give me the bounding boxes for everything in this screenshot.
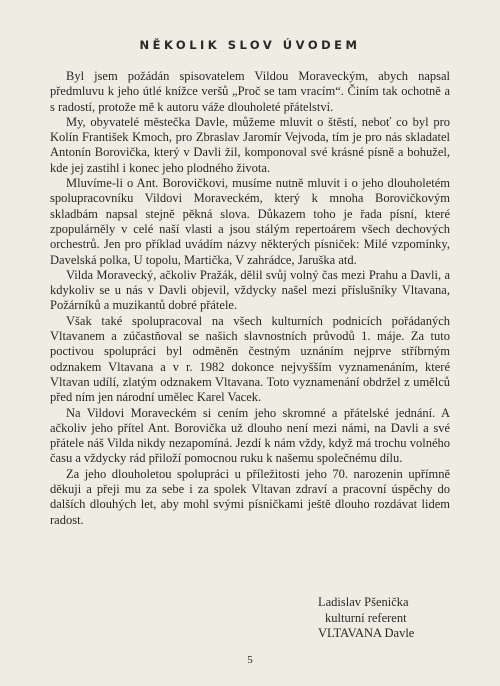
paragraph: My, obyvatelé městečka Davle, můžeme mluvit o štěstí, neboť co byl pro Kolín František Kmoch, pro Zbraslav Jaromír Vejvoda, tím je pro nás skladatel Antonín Borovička, který v Davli žil, komponoval své krásné písně a bohužel, kde jej zastihl i konec jeho plodného života. xyxy=(50,114,450,175)
signature-block xyxy=(318,595,478,642)
paragraph: Za jeho dlouholetou spolupráci u příležitosti jeho 70. narozenin upřímně děkuji a přeji mu za sebe i za spolek Vltavan zdraví a pracovní úspěchy do dalších dlouhých let, aby mohl svými písničkami ještě dlouho rozdávat lidem radost. xyxy=(50,466,450,527)
body-text xyxy=(50,69,450,528)
signature-org: VLTAVANA Davle xyxy=(318,626,415,640)
paragraph: Byl jsem požádán spisovatelem Vildou Moraveckým, abych napsal předmluvu k jeho útlé knížce veršů „Proč se tam vracím“. Činím tak ochotně a s radostí, protože mě k autoru váže dlouholeté přátelství. xyxy=(50,69,450,114)
page-number: 5 xyxy=(247,654,253,666)
paragraph: Však také spolupracoval na všech kulturních podnicích pořádaných Vltavanem a zúčastňoval se našich slavnostních průvodů 1. máje. Za tuto poctivou spolupráci byl odměněn čestným uznáním nejprve stříbrným odznakem Vltavana a v r. 1982 dokonce nejvyšším vyznamenáním, které Vltavan udílí, zlatým odznakem Vltavana. Toto vyznamenání obdržel z umělců před ním jen národní umělec Karel Vacek. xyxy=(50,313,450,405)
paragraph: Vilda Moravecký, ačkoliv Pražák, dělil svůj volný čas mezi Prahu a Davli, a kdykoliv se u nás v Davli objevil, vždycky našel mezi příslušníky Vltavana, Požárníků a muzikantů dobré přátele. xyxy=(50,267,450,313)
signature-role: kulturní referent xyxy=(325,610,407,625)
signature-name: Ladislav Pšenička xyxy=(318,595,409,609)
paragraph: Mluvíme-li o Ant. Borovičkovi, musíme nutně mluvit i o jeho dlouholetém spolupracovníku Vildovi Moraveckém, který k mnoha Borovičkovým skladbám napsal stejně pěkná slova. Důkazem toho je řada písní, které zpopulárněly v celé naší vlasti a jsou stálým repertoárem všech dechových orchestrů. Jen pro příklad uvádím názvy některých písniček: Milé vzpomínky, Davelská polka, U topolu, Martička, V zahrádce, Jaruška atd. xyxy=(50,176,450,267)
page-title: NĚKOLIK SLOV ÚVODEM xyxy=(139,38,361,52)
paragraph: Na Vildovi Moraveckém si cením jeho skromné a přátelské jednání. A ačkoliv jeho přítel Ant. Borovička už dlouho není mezi námi, na Davli a své přátele náš Vilda nikdy nezapomíná. Jezdí k nám vždy, když má trochu volného času a vždycky rád přiloží pomocnou ruku k našemu společnému dílu. xyxy=(50,405,450,466)
